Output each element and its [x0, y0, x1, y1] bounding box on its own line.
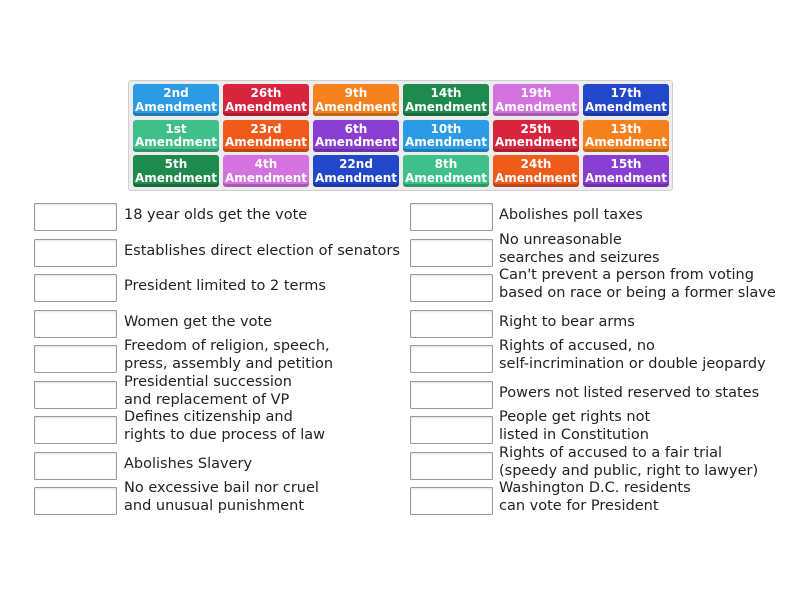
drop-zone[interactable]	[410, 203, 493, 231]
tile-label: Amendment	[225, 135, 307, 149]
clue-line: Abolishes poll taxes	[499, 207, 643, 223]
drop-zone[interactable]	[34, 416, 117, 444]
clue-text	[124, 409, 325, 444]
clue-line: rights to due process of law	[124, 426, 326, 443]
drop-zone[interactable]	[410, 345, 493, 373]
clue-line: Rights of accused, no	[499, 338, 655, 354]
drop-zone[interactable]	[34, 239, 117, 267]
tile-label: Amendment	[135, 135, 217, 149]
tile-number: 26th	[250, 86, 282, 100]
clue-text	[499, 385, 759, 403]
tile-label: Amendment	[585, 170, 667, 185]
clue-line: Presidential succession	[124, 374, 292, 390]
clue-line: based on race or being a former slave	[499, 284, 776, 301]
tile-number: 17th	[610, 86, 642, 100]
drop-zone[interactable]	[410, 452, 493, 480]
clue-text	[124, 480, 319, 515]
amendment-tile[interactable]	[583, 120, 669, 152]
clue-line: Powers not listed reserved to states	[499, 385, 760, 401]
clue-line: No unreasonable	[499, 232, 622, 248]
tile-label: Amendment	[315, 135, 397, 149]
clue-line: President limited to 2 terms	[124, 278, 326, 294]
tile-number: 23rd	[250, 121, 282, 136]
tile-number: 25th	[520, 121, 552, 136]
clue-text	[499, 232, 660, 267]
amendment-tile[interactable]	[223, 84, 309, 116]
amendment-tile[interactable]	[403, 155, 489, 187]
clue-text	[124, 314, 272, 332]
amendment-tile[interactable]	[133, 155, 219, 187]
tile-label: Amendment	[225, 170, 307, 185]
amendment-tile[interactable]	[493, 120, 579, 152]
amendment-tile[interactable]	[313, 120, 399, 152]
drop-zone[interactable]	[34, 452, 117, 480]
drop-zone[interactable]	[410, 239, 493, 267]
amendment-tile[interactable]	[133, 84, 219, 116]
tile-number: 14th	[430, 86, 462, 100]
clue-line: No excessive bail nor cruel	[124, 480, 319, 496]
tile-number: 15th	[610, 157, 642, 171]
amendment-tile[interactable]	[583, 155, 669, 187]
clue-text	[124, 374, 292, 409]
clue-line: self-incrimination or double jeopardy	[499, 355, 766, 372]
amendment-tile[interactable]	[403, 84, 489, 116]
clue-text	[499, 338, 766, 373]
clue-line: Can't prevent a person from voting	[499, 267, 754, 283]
tile-number: 10th	[430, 121, 462, 136]
tile-label: Amendment	[585, 135, 667, 149]
tile-number: 5th	[164, 157, 188, 171]
drop-zone[interactable]	[34, 487, 117, 515]
tile-label: Amendment	[495, 170, 577, 185]
drop-zone[interactable]	[410, 381, 493, 409]
tile-number: 2nd	[163, 86, 189, 100]
amendment-tile[interactable]	[223, 120, 309, 152]
amendment-tile[interactable]	[313, 84, 399, 116]
clue-line: Right to bear arms	[499, 314, 635, 330]
clue-text	[499, 480, 691, 515]
clue-text	[124, 338, 333, 373]
clue-text	[124, 243, 400, 261]
amendment-tile[interactable]	[223, 155, 309, 187]
tile-number: 22nd	[339, 157, 373, 171]
clue-line: Defines citizenship and	[124, 409, 293, 425]
tile-number: 24th	[520, 157, 552, 171]
amendment-tile[interactable]	[493, 84, 579, 116]
tile-label: Amendment	[135, 99, 217, 114]
drop-zone[interactable]	[410, 416, 493, 444]
tile-number: 9th	[344, 86, 368, 100]
tile-label: Amendment	[225, 99, 307, 114]
tile-label: Amendment	[405, 170, 487, 185]
clue-line: 18 year olds get the vote	[124, 207, 308, 223]
amendment-tile[interactable]	[493, 155, 579, 187]
clue-line: Rights of accused to a fair trial	[499, 445, 723, 461]
clue-line: Abolishes Slavery	[124, 456, 253, 472]
tile-label: Amendment	[495, 135, 577, 149]
drop-zone[interactable]	[34, 203, 117, 231]
clue-line: listed in Constitution	[499, 426, 649, 443]
answer-tile-bank	[128, 80, 673, 191]
drop-zone[interactable]	[34, 345, 117, 373]
clue-text	[124, 278, 326, 296]
tile-label: Amendment	[585, 99, 667, 114]
tile-number: 8th	[434, 157, 458, 171]
tile-number: 13th	[610, 121, 642, 136]
drop-zone[interactable]	[410, 310, 493, 338]
tile-number: 19th	[520, 86, 552, 100]
tile-label: Amendment	[315, 99, 397, 114]
clue-line: searches and seizures	[499, 249, 660, 266]
tile-label: Amendment	[405, 99, 487, 114]
drop-zone[interactable]	[34, 274, 117, 302]
clue-line: can vote for President	[499, 497, 659, 514]
clue-text	[124, 456, 252, 474]
clue-line: press, assembly and petition	[124, 355, 334, 372]
tile-label: Amendment	[135, 170, 217, 185]
tile-label: Amendment	[315, 170, 397, 185]
clue-line: Freedom of religion, speech,	[124, 338, 330, 354]
clue-line: Women get the vote	[124, 314, 273, 330]
clue-line: (speedy and public, right to lawyer)	[499, 462, 759, 479]
clue-line: and replacement of VP	[124, 391, 290, 408]
clue-text	[499, 445, 758, 480]
tile-number: 6th	[344, 121, 368, 136]
amendment-tile[interactable]	[583, 84, 669, 116]
amendment-tile[interactable]	[313, 155, 399, 187]
tile-number: 1st	[165, 121, 187, 136]
clue-line: Establishes direct election of senators	[124, 243, 400, 259]
tile-label: Amendment	[405, 135, 487, 149]
clue-text	[499, 267, 776, 302]
drop-zone[interactable]	[34, 310, 117, 338]
clue-line: People get rights not	[499, 409, 651, 425]
clue-text	[499, 314, 635, 332]
amendment-tile[interactable]	[403, 120, 489, 152]
clue-line: and unusual punishment	[124, 497, 305, 514]
clue-text	[124, 207, 307, 225]
clue-text	[499, 207, 643, 225]
clue-text	[499, 409, 650, 444]
tile-number: 4th	[254, 157, 278, 171]
drop-zone[interactable]	[410, 487, 493, 515]
tile-label: Amendment	[495, 99, 577, 114]
clue-line: Washington D.C. residents	[499, 480, 691, 496]
amendment-tile[interactable]	[133, 120, 219, 152]
drop-zone[interactable]	[410, 274, 493, 302]
drop-zone[interactable]	[34, 381, 117, 409]
